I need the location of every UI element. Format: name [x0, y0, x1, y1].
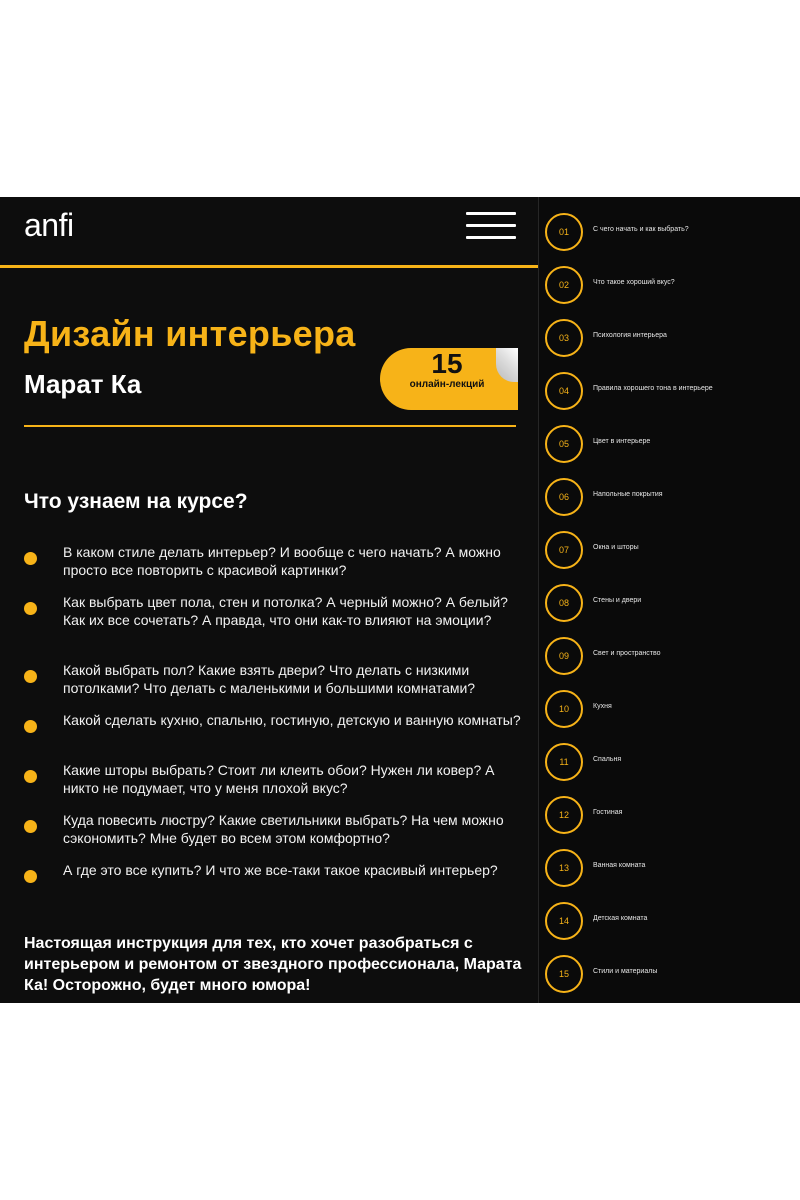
- lesson-title: Кухня: [593, 703, 612, 710]
- lesson-item-02[interactable]: [545, 266, 795, 306]
- list-item-text: В каком стиле делать интерьер? И вообще с чего начать? А можно просто все повторить с красивой картинки?: [63, 544, 501, 578]
- lesson-item-13[interactable]: [545, 849, 795, 889]
- lesson-title: Психология интерьера: [593, 332, 667, 339]
- list-item-text: Куда повесить люстру? Какие светильники выбрать? На чем можно сэкономить? Мне будет во всем этом комфортно?: [63, 812, 504, 846]
- lesson-item-07[interactable]: [545, 531, 795, 571]
- lectures-count: 15: [431, 348, 463, 379]
- course-summary: Настоящая инструкция для тех, кто хочет разобраться с интерьером и ремонтом от звездного профессионала, Марата Ка! Осторожно, будет много юмора!: [24, 935, 522, 994]
- menu-bar: [466, 212, 516, 215]
- lesson-item-10[interactable]: [545, 690, 795, 730]
- bullet-icon: [24, 552, 37, 565]
- lesson-title: Правила хорошего тона в интерьере: [593, 385, 713, 392]
- lesson-number: 13: [545, 849, 583, 887]
- lesson-title: С чего начать и как выбрать?: [593, 226, 689, 233]
- lesson-title: Стены и двери: [593, 597, 642, 604]
- lesson-number: 05: [545, 425, 583, 463]
- lesson-title: Окна и шторы: [593, 544, 639, 551]
- list-item-text: Какие шторы выбрать? Стоит ли клеить обои? Нужен ли ковер? А никто не подумает, что у меня плохой вкус?: [63, 762, 495, 796]
- lectures-badge: [380, 348, 518, 410]
- list-item-text: Какой выбрать пол? Какие взять двери? Что делать с низкими потолками? Что делать с маленькими и большими комнатами?: [63, 662, 476, 696]
- lesson-number: 06: [545, 478, 583, 516]
- lesson-item-09[interactable]: [545, 637, 795, 677]
- lessons-list: [539, 197, 800, 1003]
- lesson-item-05[interactable]: [545, 425, 795, 465]
- lesson-number: 07: [545, 531, 583, 569]
- course-title: Дизайн интерьера: [24, 313, 356, 354]
- lesson-item-06[interactable]: [545, 478, 795, 518]
- anfi-logo[interactable]: anfi: [24, 207, 74, 243]
- list-item-text: Какой сделать кухню, спальню, гостиную, детскую и ванную комнаты?: [63, 712, 521, 728]
- lesson-item-14[interactable]: [545, 902, 795, 942]
- lesson-number: 15: [545, 955, 583, 993]
- course-description-panel: [0, 197, 538, 1003]
- list-item-text: А где это все купить? И что же все-таки такое красивый интерьер?: [63, 862, 498, 878]
- lectures-label: онлайн-лекций: [409, 379, 485, 390]
- bullet-icon: [24, 670, 37, 683]
- lesson-title: Ванная комната: [593, 862, 646, 869]
- bullet-icon: [24, 820, 37, 833]
- lesson-item-03[interactable]: [545, 319, 795, 359]
- course-author: Марат Ка: [24, 369, 142, 399]
- lesson-number: 09: [545, 637, 583, 675]
- lesson-number: 03: [545, 319, 583, 357]
- lesson-number: 11: [545, 743, 583, 781]
- lesson-title: Гостиная: [593, 809, 623, 816]
- hamburger-icon[interactable]: [466, 211, 516, 241]
- lesson-number: 04: [545, 372, 583, 410]
- bullet-icon: [24, 770, 37, 783]
- lesson-item-15[interactable]: [545, 955, 795, 995]
- lesson-title: Стили и материалы: [593, 968, 658, 975]
- course-page: [0, 197, 800, 1003]
- bullet-icon: [24, 870, 37, 883]
- menu-bar: [466, 236, 516, 239]
- list-item-text: Как выбрать цвет пола, стен и потолка? А черный можно? А белый? Как их все сочетать? А правда, что они как-то влияют на эмоции?: [63, 594, 508, 628]
- bullet-icon: [24, 602, 37, 615]
- lesson-number: 01: [545, 213, 583, 251]
- lesson-number: 14: [545, 902, 583, 940]
- learn-heading: Что узнаем на курсе?: [24, 490, 248, 513]
- lesson-item-11[interactable]: [545, 743, 795, 783]
- lesson-item-01[interactable]: [545, 213, 795, 253]
- lesson-item-04[interactable]: [545, 372, 795, 412]
- lesson-title: Детская комната: [593, 915, 648, 922]
- lesson-number: 08: [545, 584, 583, 622]
- lesson-title: Напольные покрытия: [593, 491, 663, 498]
- lesson-item-08[interactable]: [545, 584, 795, 624]
- menu-bar: [466, 224, 516, 227]
- lesson-title: Спальня: [593, 756, 622, 763]
- bullet-icon: [24, 720, 37, 733]
- lesson-title: Что такое хороший вкус?: [593, 279, 675, 286]
- lesson-title: Свет и пространство: [593, 650, 661, 657]
- lesson-number: 12: [545, 796, 583, 834]
- header-divider: [0, 265, 538, 268]
- lesson-number: 02: [545, 266, 583, 304]
- lesson-title: Цвет в интерьере: [593, 438, 651, 445]
- lesson-item-12[interactable]: [545, 796, 795, 836]
- title-divider: [24, 425, 516, 427]
- lesson-number: 10: [545, 690, 583, 728]
